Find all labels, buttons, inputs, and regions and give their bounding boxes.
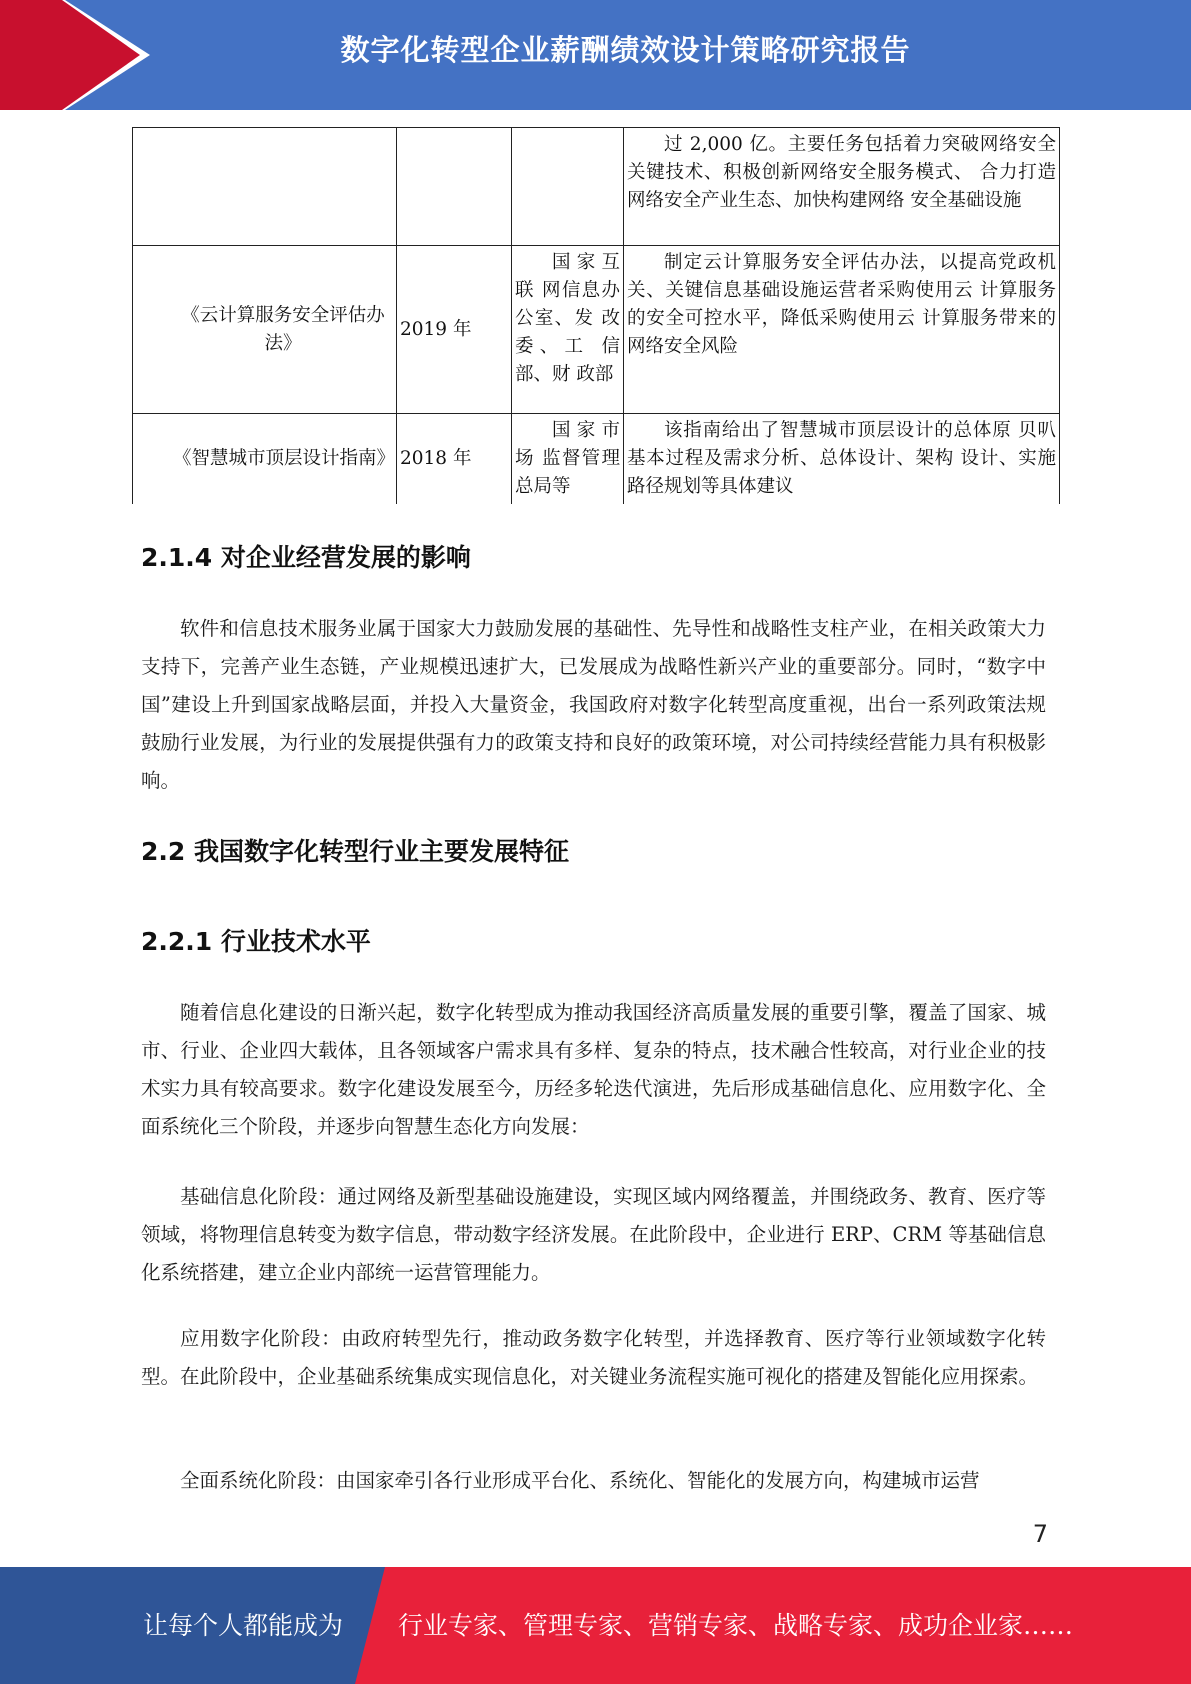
policy-year: 2019 年 (397, 246, 512, 414)
paragraph: 随着信息化建设的日渐兴起，数字化转型成为推动我国经济高质量发展的重要引擎，覆盖了国家、城市、行业、企业四大载体，且各领域客户需求具有多样、复杂的特点，技术融合性较高，对行业企业的技术实力具有较高要求。数字化建设发展至今，历经多轮迭代演进，先后形成基础信息化、应用数字化、全面系统化三个阶段，并逐步向智慧生态化方向发展： (141, 1001, 1046, 1138)
policy-name: 《云计算服务安全评估办法》 (133, 246, 397, 414)
policy-table (132, 127, 1060, 504)
section-heading-2-1-4: 2.1.4 对企业经营发展的影响 (141, 543, 471, 572)
footer-slogan-right: 行业专家、管理专家、营销专家、战略专家、成功企业家…… (398, 1611, 1074, 1640)
paragraph: 基础信息化阶段：通过网络及新型基础设施建设，实现区域内网络覆盖，并围绕政务、教育、医疗等领域，将物理信息转变为数字信息，带动数字经济发展。在此阶段中，企业进行 ERP、CRM 等基础信息化系统搭建，建立企业内部统一运营管理能力。 (141, 1185, 1046, 1284)
section-heading-2-2-1: 2.2.1 行业技术水平 (141, 927, 371, 956)
policy-name: 《智慧城市顶层设计指南》 (133, 414, 397, 505)
table-row (133, 128, 1060, 246)
policy-description: 过 2,000 亿。主要任务包括着力突破网络安全关键技术、积极创新网络安全服务模式、 合力打造网络安全产业生态、加快构建网络 安全基础设施 (624, 128, 1060, 246)
footer-slogan-left: 让每个人都能成为 (143, 1611, 344, 1640)
table-row (133, 246, 1060, 414)
section-heading-2-2: 2.2 我国数字化转型行业主要发展特征 (141, 837, 569, 866)
policy-description: 制定云计算服务安全评估办法，以提高党政机关、关键信息基础设施运营者采购使用云 计算服务的安全可控水平，降低采购使用云 计算服务带来的网络安全风险 (624, 246, 1060, 414)
policy-department: 国家市场 监督管理 总局等 (512, 414, 624, 505)
paragraph: 全面系统化阶段：由国家牵引各行业形成平台化、系统化、智能化的发展方向，构建城市运营 (180, 1469, 980, 1492)
page-header (0, 0, 1191, 110)
policy-year (397, 128, 512, 246)
page-footer (0, 1567, 1191, 1684)
policy-year: 2018 年 (397, 414, 512, 505)
policy-department: 国家互联 网信息办 公室、发 改委、工 信部、财 政部 (512, 246, 624, 414)
paragraph: 软件和信息技术服务业属于国家大力鼓励发展的基础性、先导性和战略性支柱产业，在相关政策大力支持下，完善产业生态链，产业规模迅速扩大，已发展成为战略性新兴产业的重要部分。同时，“数字中国”建设上升到国家战略层面，并投入大量资金，我国政府对数字化转型高度重视，出台一系列政策法规鼓励行业发展，为行业的发展提供强有力的政策支持和良好的政策环境，对公司持续经营能力具有积极影响。 (141, 617, 1046, 792)
policy-department (512, 128, 624, 246)
policy-name (133, 128, 397, 246)
paragraph: 应用数字化阶段：由政府转型先行，推动政务数字化转型，并选择教育、医疗等行业领域数字化转型。在此阶段中，企业基础系统集成实现信息化，对关键业务流程实施可视化的搭建及智能化应用探索。 (141, 1327, 1046, 1388)
report-title: 数字化转型企业薪酬绩效设计策略研究报告 (340, 33, 911, 67)
policy-description: 该指南给出了智慧城市顶层设计的总体原 贝叭基本过程及需求分析、总体设计、架构 设计、实施路径规划等具体建议 (624, 414, 1060, 505)
table-row (133, 414, 1060, 505)
page-number: 7 (1032, 1520, 1048, 1548)
